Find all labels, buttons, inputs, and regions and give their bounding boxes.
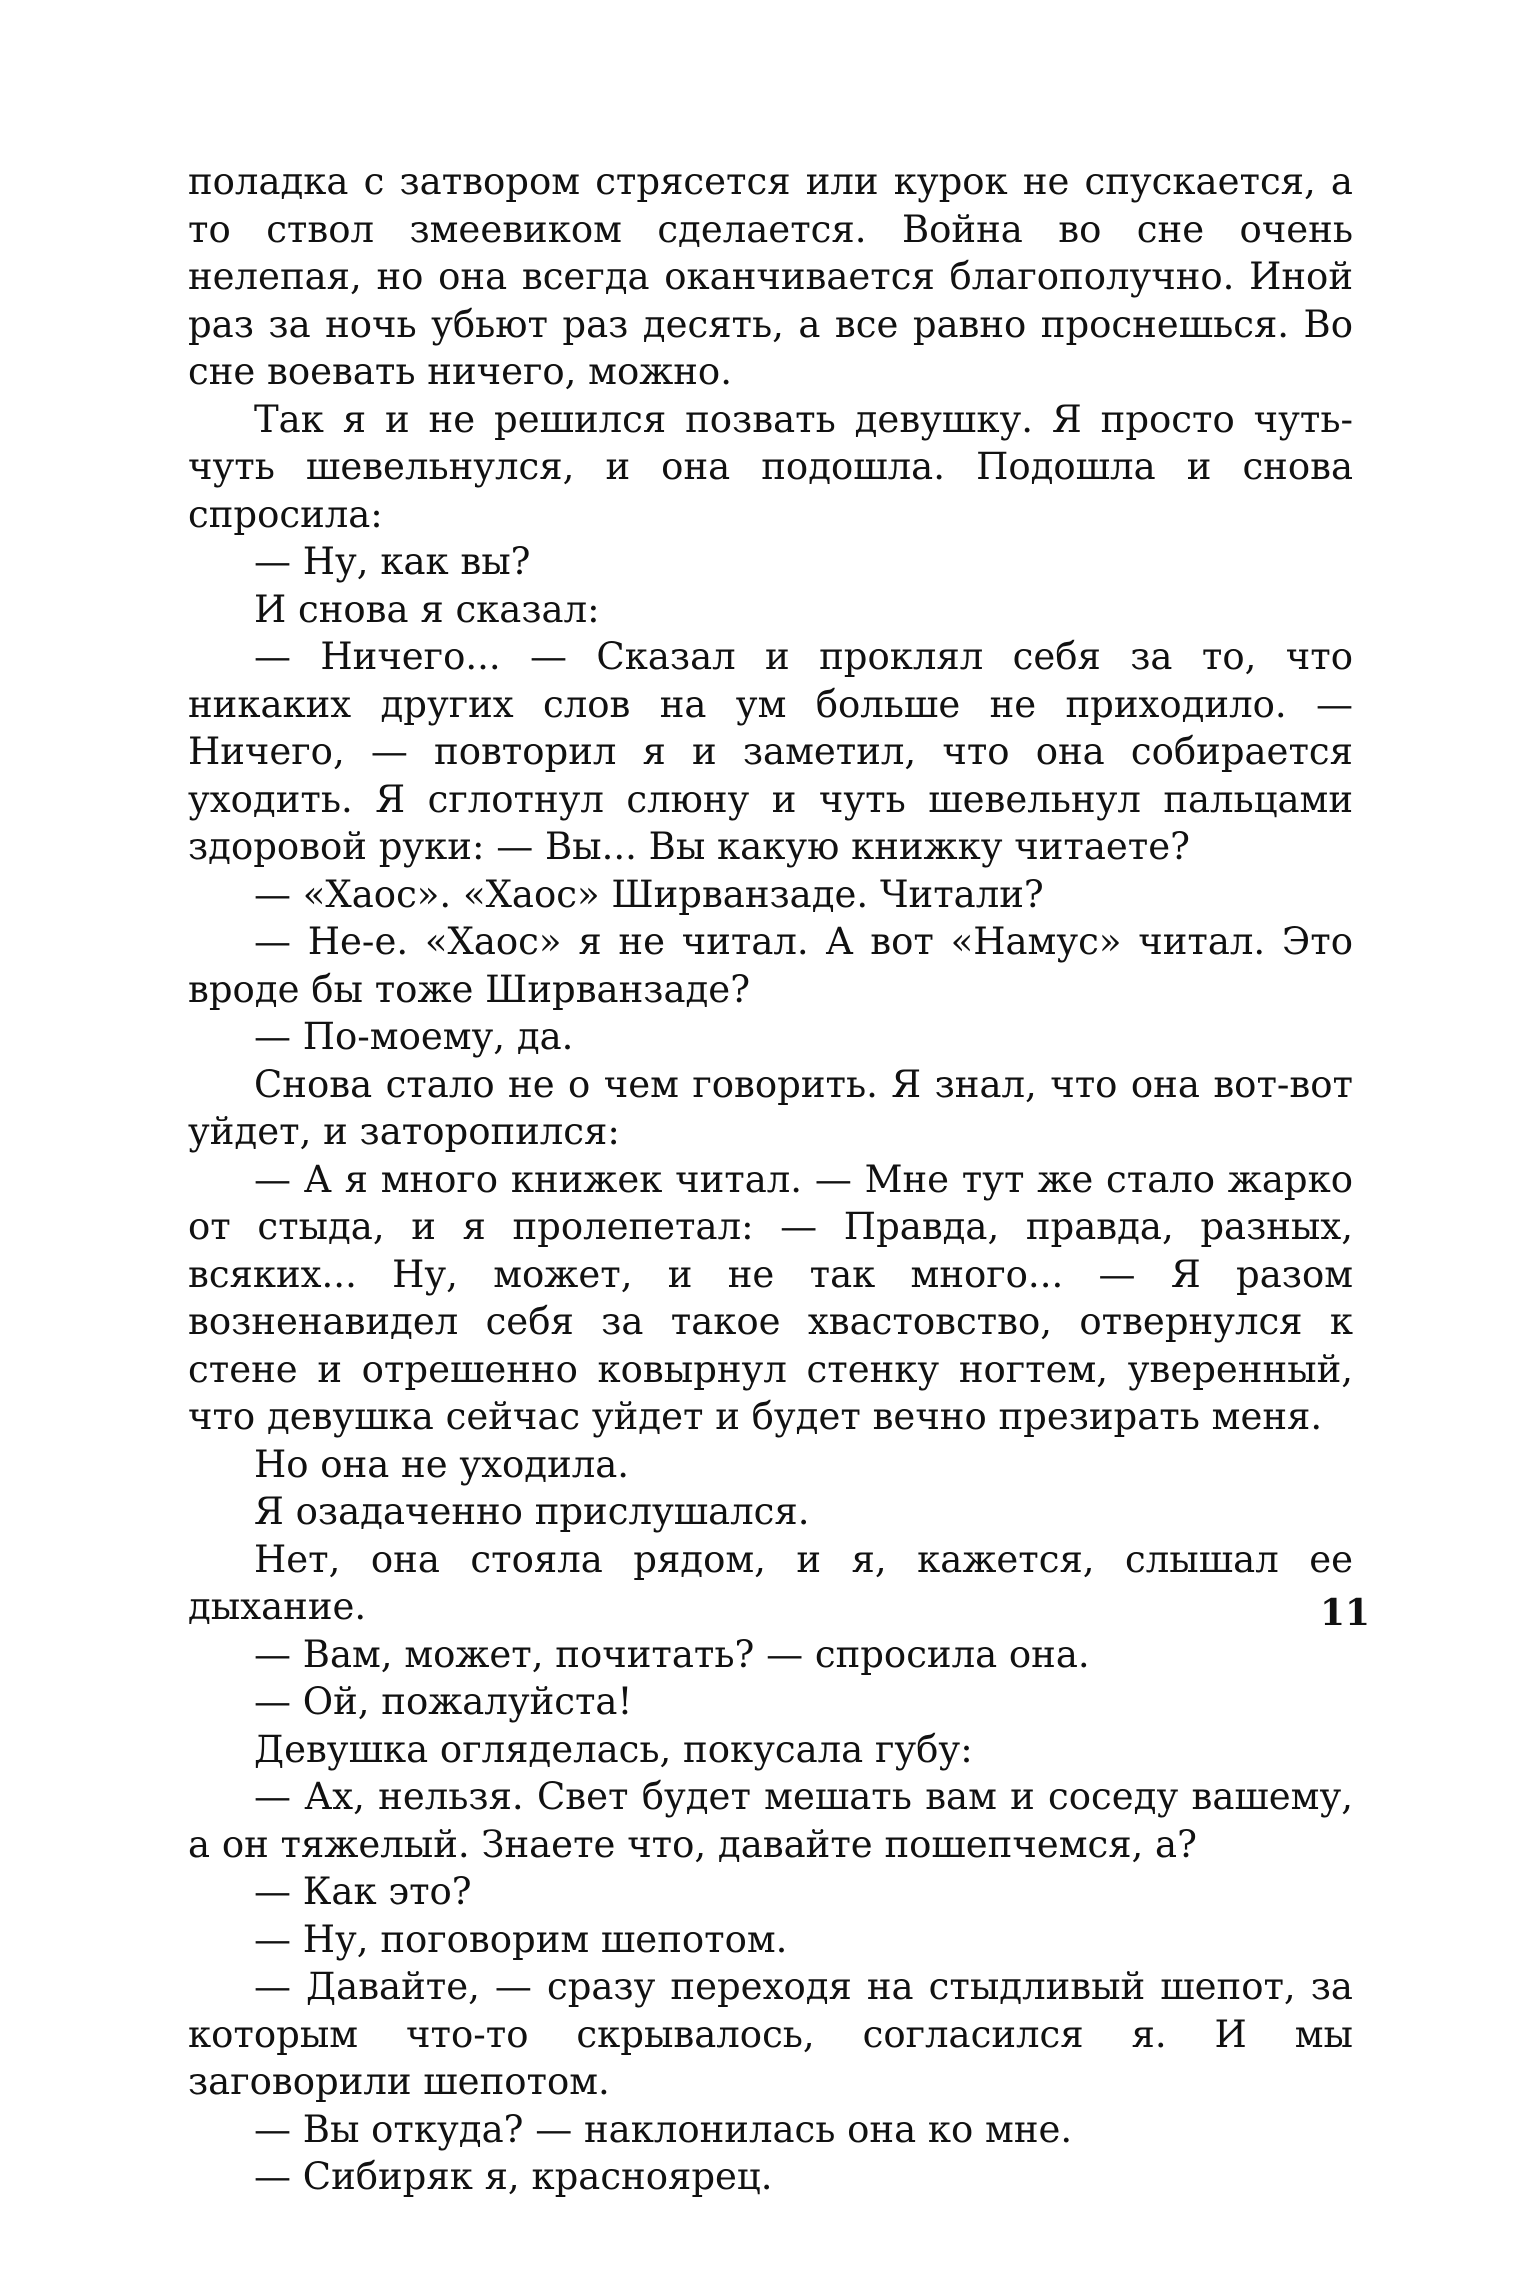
paragraph-1: поладка с затвором стрясется или курок не спускается, а то ствол змеевиком сделается. Война во сне очень нелепая, но она всегда оканчивается благополучно. Иной раз за ночь убьют раз десять, а все равно проснешься. Во сне воевать ничего, можно.	[188, 160, 1353, 393]
paragraph-17: — Ах, нельзя. Свет будет мешать вам и соседу вашему, а он тяжелый. Знаете что, давайте пошепчемся, а?	[188, 1775, 1353, 1866]
paragraph-11: Но она не уходила.	[254, 1442, 630, 1486]
paragraph-5: — Ничего... — Сказал и проклял себя за то, что никаких других слов на ум больше не приходило. — Ничего, — повторил я и заметил, что она собирается уходить. Я сглотнул слюну и чуть шевельнул пальцами здоровой руки: — Вы... Вы какую книжку читаете?	[188, 635, 1353, 868]
paragraph-3: — Ну, как вы?	[254, 540, 531, 583]
paragraph-6: — «Хаос». «Хаос» Ширванзаде. Читали?	[254, 872, 1044, 916]
paragraph-2: Так я и не решился позвать девушку. Я просто чуть-чуть шевельнулся, и она подошла. Подошла и снова спросила:	[188, 397, 1353, 536]
paragraph-22: — Сибиряк я, красноярец.	[254, 2155, 773, 2198]
paragraph-18: — Как это?	[254, 1870, 472, 1913]
paragraph-20: — Давайте, — сразу переходя на стыдливый шепот, за которым что-то скрывалось, согласился я. И мы заговорили шепотом.	[188, 1965, 1353, 2103]
paragraph-4: И снова я сказал:	[254, 587, 600, 631]
paragraph-19: — Ну, поговорим шепотом.	[254, 1917, 788, 1961]
paragraph-10: — А я много книжек читал. — Мне тут же стало жарко от стыда, и я пролепетал: — Правда, правда, разных, всяких... Ну, может, и не так много... — Я разом возненавидел себя за такое хвастовство, отвернулся к стене и отрешенно ковырнул стенку ногтем, уверенный, что девушка сейчас уйдет и будет вечно презирать меня.	[188, 1157, 1353, 1438]
paragraph-15: — Ой, пожалуйста!	[254, 1680, 633, 1723]
paragraph-14: — Вам, может, почитать? — спросила она.	[254, 1632, 1090, 1676]
paragraph-9: Снова стало не о чем говорить. Я знал, что она вот-вот уйдет, и заторопился:	[188, 1062, 1353, 1153]
paragraph-21: — Вы откуда? — наклонилась она ко мне.	[254, 2107, 1073, 2151]
paragraph-16: Девушка огляделась, покусала губу:	[254, 1727, 973, 1771]
paragraph-7: — Не-е. «Хаос» я не читал. А вот «Намус» читал. Это вроде бы тоже Ширванзаде?	[188, 920, 1353, 1011]
paragraph-13: Нет, она стояла рядом, и я, кажется, слышал ее дыхание.	[188, 1537, 1353, 1628]
paragraph-8: — По-моему, да.	[254, 1015, 574, 1058]
page-text	[188, 158, 1353, 2201]
paragraph-12: Я озадаченно прислушался.	[254, 1490, 810, 1533]
page-number: 11	[1320, 1592, 1371, 1634]
